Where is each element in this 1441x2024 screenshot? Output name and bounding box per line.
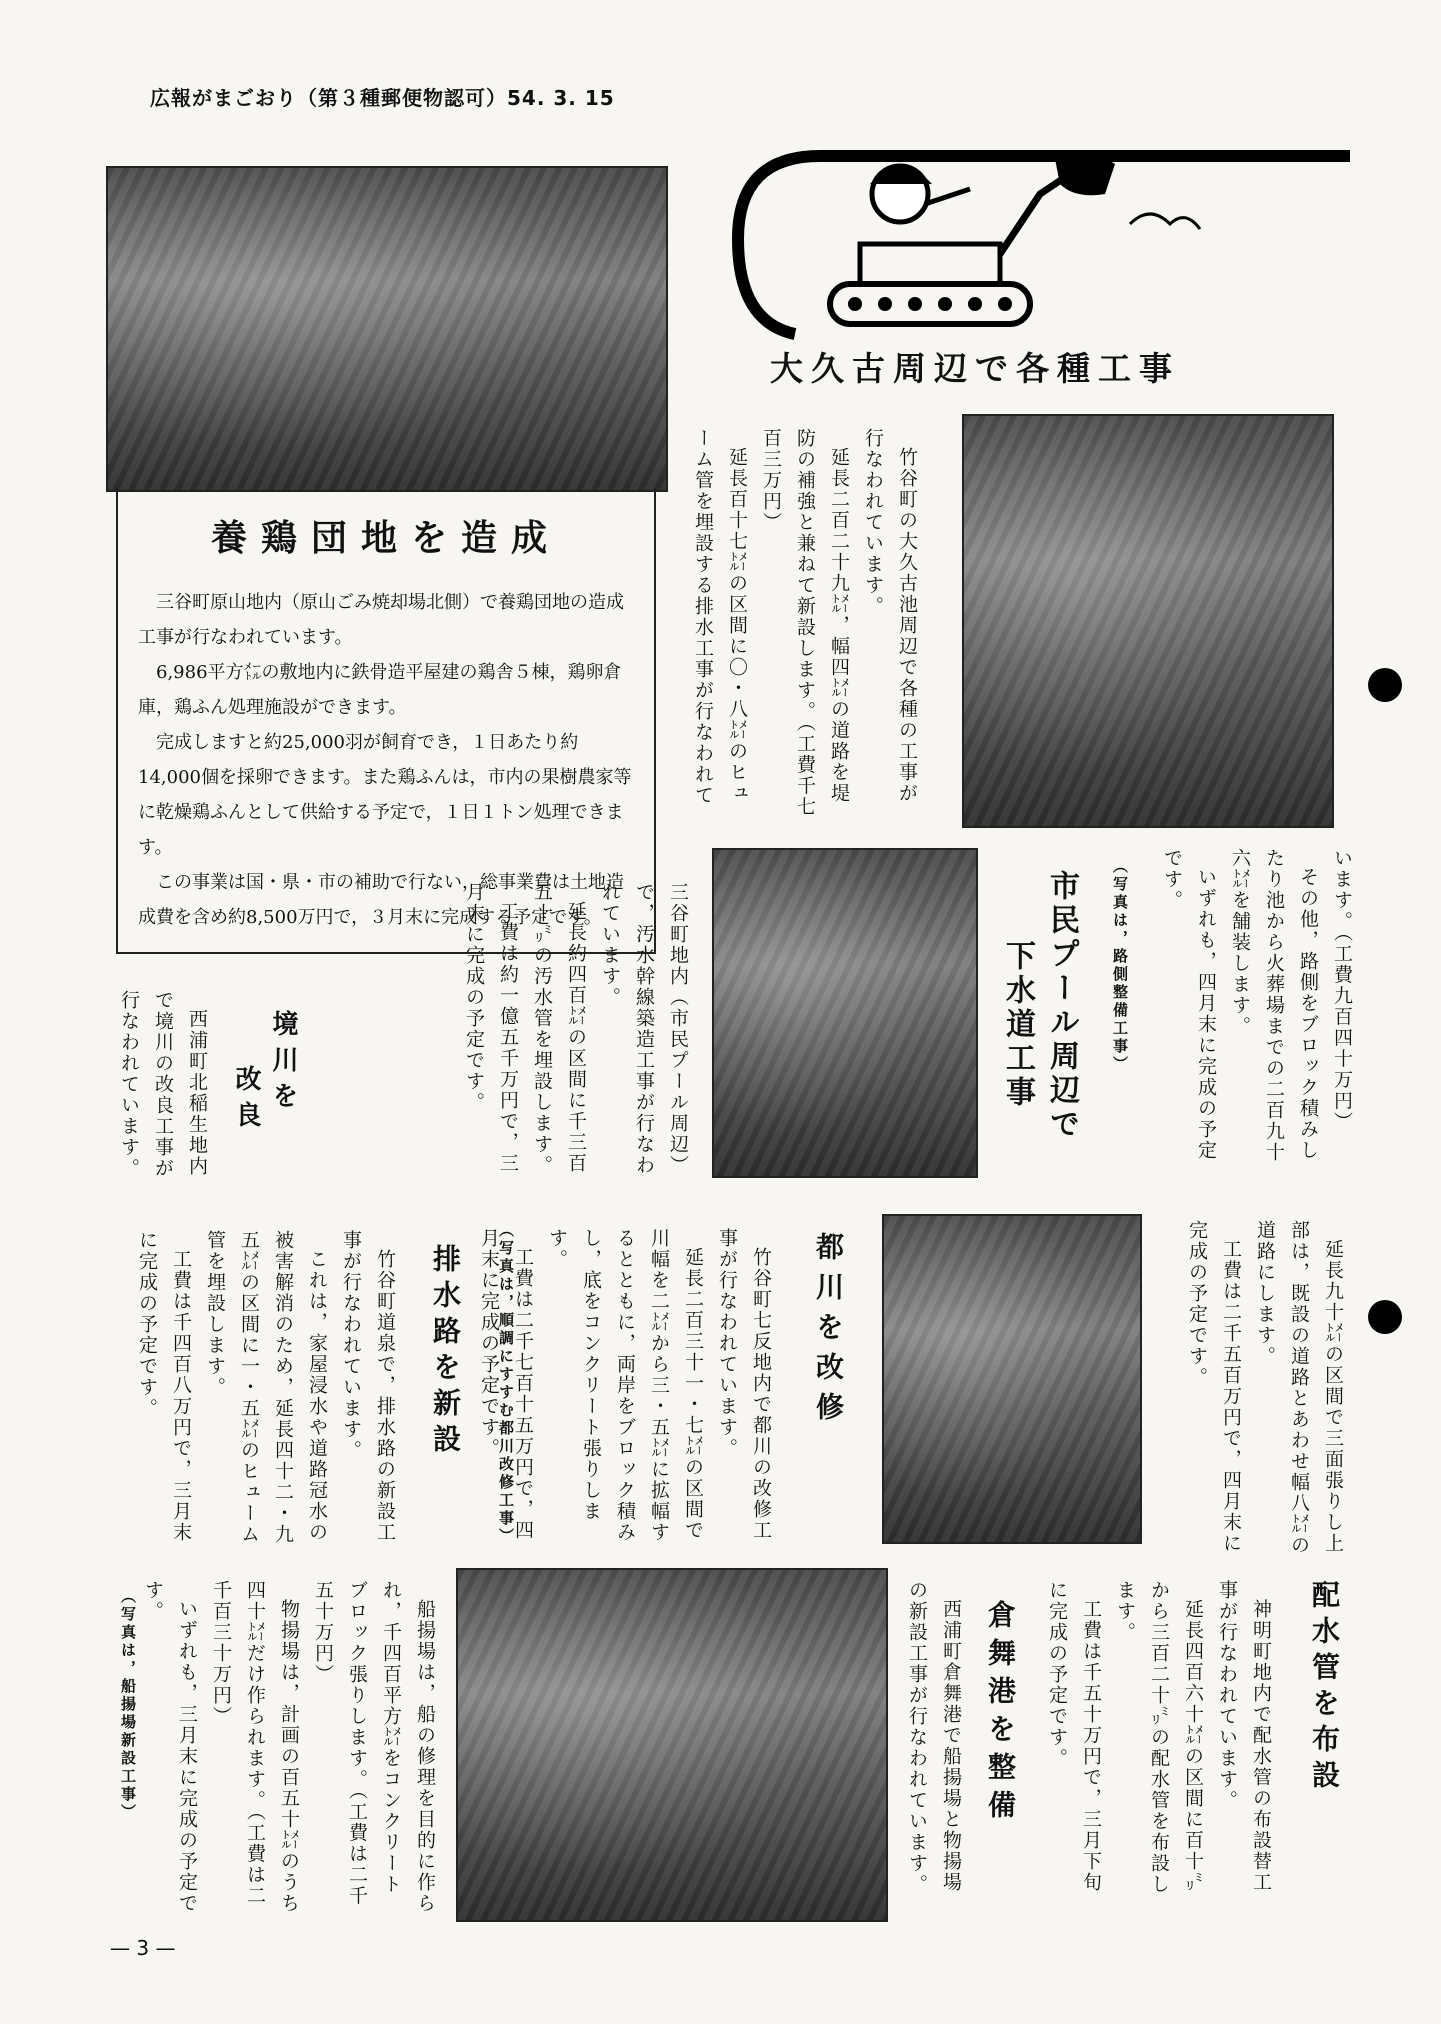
bullet-dot xyxy=(1368,1300,1402,1334)
kurama-para: 西浦町倉舞港で船揚場と物揚場の新設工事が行なわれています。 xyxy=(906,1580,962,1895)
pool-title xyxy=(995,870,1083,1170)
poultry-para: この事業は国・県・市の補助で行ない，総事業費は土地造成費を含め約8,500万円で，３月末に完成する予定です。 xyxy=(138,872,624,928)
photo-roadside-work xyxy=(962,414,1334,828)
pool-body xyxy=(350,882,695,1182)
sakai-body xyxy=(112,990,214,1190)
haisui-body xyxy=(112,1230,402,1555)
page-header: 広報がまごおり（第３種郵便物認可）54. 3. 15 xyxy=(150,86,615,110)
okubo-body-left xyxy=(1155,848,1359,1178)
sakai-title xyxy=(228,1010,302,1137)
bullet-dot xyxy=(1368,668,1402,702)
haisui-para: これは，家屋浸水や道路冠水の被害解消のため，延長四十二・九五㍍の区間に一・五㍍のヒューム管を埋設します。 xyxy=(204,1230,328,1545)
extra-para: 延長九十㍍の区間で三面張りし上部は，既設の道路とあわせ幅八㍍の道路にします。 xyxy=(1254,1220,1344,1556)
kurama-caption: （写真は，船揚場新設工事） xyxy=(119,1588,137,1822)
kurama-para: いずれも，三月末に完成の予定です。 xyxy=(142,1580,198,1914)
page-number: — 3 — xyxy=(110,1936,176,1960)
kurama-body-left xyxy=(142,1580,442,1915)
haisui-title: 排水路を新設 xyxy=(429,1244,462,1460)
okubo-caption: （写真は，路側整備工事） xyxy=(1111,858,1129,1074)
okubo-para: 延長二百二十九㍍，幅四㍍の道路を堤防の補強と兼ねて新設します。（工費千七百三万円） xyxy=(760,428,850,818)
okubo-extra-body xyxy=(1180,1220,1350,1570)
haisui-para: 工費は千四百八万円で，三月末に完成の予定です。 xyxy=(136,1230,192,1543)
photo-poultry-farm-construction xyxy=(106,166,668,492)
poultry-title: 養鶏団地を造成 xyxy=(210,518,561,559)
kurama-para: 物揚場は，計画の百五十㍍のうち四十㍍だけ作られます。（工費は二千百三十万円） xyxy=(210,1580,300,1914)
haisui-para: 竹谷町道泉で，排水路の新設工事が行なわれています。 xyxy=(340,1230,396,1543)
photo-boat-slip-work xyxy=(456,1568,888,1922)
kurama-para: 船揚場は，船の修理を目的に作られ，千四百平方㍍をコンクリートブロック張りします。（工費は二千五十万円） xyxy=(312,1580,436,1914)
pool-para: 工費は約一億五千万円で，三月末に完成の予定です。 xyxy=(463,882,519,1174)
pool-title-line1: 市民プール周辺で xyxy=(1044,870,1079,1142)
haisuikan-para: 延長四百六十㍍の区間に百十㍉から三百二十㍉の配水管を布設します。 xyxy=(1114,1580,1204,1895)
pool-para: 延長約四百㍍の区間に千三百五十㍉の汚水管を埋設します。 xyxy=(531,882,587,1176)
pool-title-line2: 下水道工事 xyxy=(1000,940,1035,1110)
sakai-title-line2: 改良 xyxy=(231,1065,261,1137)
miyako-title: 都川を改修 xyxy=(812,1232,845,1432)
haisuikan-title: 配水管を布設 xyxy=(1308,1580,1341,1796)
kurama-title: 倉舞港を整備 xyxy=(984,1600,1017,1828)
extra-para: 工費は二千五百万円で，四月末に完成の予定です。 xyxy=(1186,1220,1242,1554)
okubo-title: 大久古周辺で各種工事 xyxy=(770,349,1180,388)
kurama-body-right xyxy=(900,1580,968,1910)
okubo-body-right xyxy=(686,428,924,823)
miyako-para: 竹谷町七反地内で都川の改修工事が行なわれています。 xyxy=(716,1228,772,1541)
sakai-title-line1: 境川を xyxy=(268,1010,298,1118)
haisuikan-body xyxy=(1048,1580,1278,1910)
haisuikan-para: 工費は千五十万円で，三月下旬に完成の予定です。 xyxy=(1046,1580,1102,1893)
photo-sewer-work xyxy=(712,848,978,1178)
miyako-para: 工費は二千七百十五万円で，四月末に完成の予定です。 xyxy=(478,1228,534,1541)
bulldozer-illustration xyxy=(710,134,1350,344)
miyako-caption: （写真は，順調にすすむ都川改修工事） xyxy=(497,1222,515,1546)
haisuikan-para: 神明町地内で配水管の布設替工事が行なわれています。 xyxy=(1216,1580,1272,1893)
pool-para: 三谷町地内（市民プール周辺）で，汚水幹線築造工事が行なわれています。 xyxy=(599,882,689,1176)
photo-miyako-river xyxy=(882,1214,1142,1544)
okubo-para: いずれも，四月末に完成の予定です。 xyxy=(1161,848,1217,1161)
poultry-para: 三谷町原山地内（原山ごみ焼却場北側）で養鶏団地の造成工事が行なわれています。 xyxy=(138,592,624,648)
sakai-para: 西浦町北稲生地内で境川の改良工事が行なわれています。 xyxy=(118,990,208,1179)
okubo-para: 竹谷町の大久古池周辺で各種の工事が行なわれています。 xyxy=(862,428,918,804)
miyako-para: 延長二百三十一・七㍍の区間で川幅を二㍍から三・五㍍に拡幅するとともに，両岸をブロック積みし，底をコンクリート張りします。 xyxy=(546,1228,704,1543)
okubo-para: います。（工費九百四十万円） xyxy=(1331,848,1353,1133)
okubo-para: 延長百十七㍍の区間に〇・八㍍のヒューム管を埋設する排水工事が行なわれて xyxy=(692,428,748,806)
poultry-para: 6,986平方㍍の敷地内に鉄骨造平屋建の鶏舎５棟，鶏卵倉庫，鶏ふん処理施設ができます。 xyxy=(138,662,622,718)
poultry-para: 完成しますと約25,000羽が飼育でき，１日あたり約14,000個を採卵できます。また鶏ふんは，市内の果樹農家等に乾燥鶏ふんとして供給する予定で，１日１トン処理できます。 xyxy=(138,732,632,858)
okubo-para: その他，路側をブロック積みしたり池から火葬場までの二百九十六㍍を舗装します。 xyxy=(1229,848,1319,1163)
